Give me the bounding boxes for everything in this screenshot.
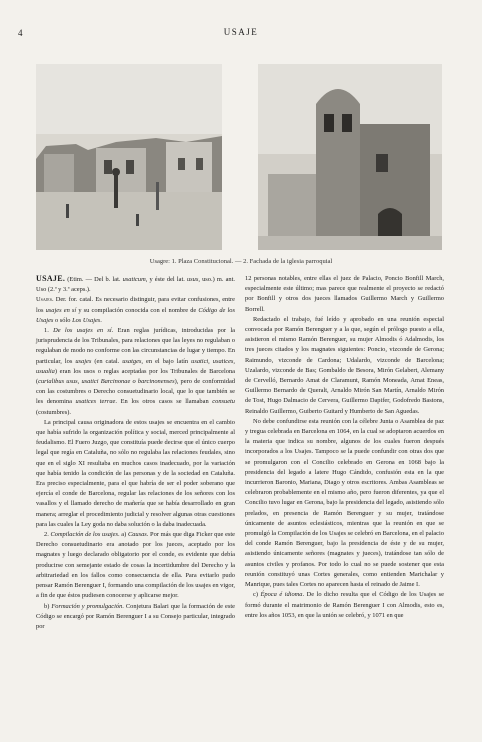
entry-usajes: [36, 295, 235, 326]
text: Código de los Usajes: [36, 306, 235, 324]
right-column: [245, 274, 444, 621]
text: (Etim. — Del b. lat.: [65, 276, 123, 283]
entry-usaje: [36, 274, 235, 295]
text: Der. for. catal. Es necesario distinguir, para evitar confusiones, entre los: [36, 296, 235, 314]
text: (costumbres).: [36, 408, 71, 416]
text: 2.: [44, 531, 51, 539]
text: o sólo: [53, 316, 73, 324]
page-number: 4: [18, 28, 23, 38]
section-usajes-en-si: [36, 326, 235, 418]
paragraph-asambleas: No debe confundirse esta reunión con la célebre Junta o Asamblea de paz y tregua celebrada en Barcelona en 1064, en la cual se adoptaron acuerdos en la materia que indica su nombre, algunos de los cuales fueron después incorporados a los Usajes. Tampoco se la puede confundir con otras dos que se promulgaron con el Concilio celebrado en Gerona en 1068 bajo la presidencia del legado a latere Hugo Cándido, confusión esta en la que incurrieron Baronio, Mariana, Diago y otros escritores. Ambas Asambleas se celebraron probablemente en el mismo año, pero fueron diferentes, ya que el Concilio tuvo lugar en Gerona, bajo la presidencia del legado, asistiendo sólo prelados, en presencia de Ramón Berenguer y su mujer, tratándose únicamente de asuntos eclesiásticos, mientras que la reunión en que se promulgó la Compilación de los Usajes se celebró en Barcelona, en el palacio del conde Ramón Berenguer, bajo la presidencia de éste y de su mujer, asistiendo únicamente señores (magnates y jueces), tratándose tan sólo de asuntos civiles y profanos. Por todo lo cual no se puede sostener que esta reunión constituyó unas Cortes generales, como entienden Marichalar y Manrique, pues tales Cortes no aparecen hasta el reinado de Jaime I.: [245, 417, 444, 589]
section-formacion: [36, 602, 235, 633]
paragraph-causa: La principal causa originadora de estos usajes se encuentra en el cambio que había sufrido la organización política y social, merced principalmente al feudalismo. El Fuero Juzgo, que constituía puede decirse que el único cuerpo legal que regía en Cataluña, no sólo no regulaba las relaciones feudales, sino que en el siglo XI resultaba en muchos casos inadecuado, por la variación que había tenido la condición de las personas y de la sociedad en Cataluña. Era preciso especialmente, para el que habría de ser el poder soberano que ejercía el conde de Barcelona, regular las relaciones de los señores con los vasallos y el llamado derecho de mañería que se había desarrollado en gran manera; arreglar el procedimiento judicial y resolver algunas otras cuestiones para las cuales la Ley goda no daba solución o la daba inadecuada.: [36, 418, 235, 528]
text: c): [253, 591, 261, 599]
text: usus: [186, 276, 199, 283]
section-compilacion: [36, 530, 235, 601]
text: . Por más que diga Ficker que este Derecho consuetudinario era anotado por los jueces, aceptado por los magnates y luego declarado obligatorio por el conde, es evidente que debía producirse con semejante estado de cosas la incertidumbre del Derecho y la arbitrariedad en los fallos como consecuencia de ella. Para evitarlo pudo pensar Ramón Berenguer I, formando una compilación de los usajes en vigor, a fin de que éstos pudiesen conocerse y aplicarse mejor.: [36, 531, 236, 600]
text: Compilación de los usajes: [50, 531, 119, 539]
text: , y éste del lat.: [145, 276, 187, 283]
text: , uso.) m. ant. Uso (2.ª y 3.ª aceps.).: [36, 276, 235, 294]
text: usajes en sí: [45, 306, 77, 314]
subheadword: Usajes.: [36, 296, 54, 304]
text: Formación y promulgación: [51, 602, 123, 610]
text: , en el bajo latín: [141, 357, 192, 365]
text: consuetu: [212, 398, 235, 406]
text: usatici, usatices, usualia: [36, 357, 235, 375]
text: . Eran reglas jurídicas, introducidas por la jurisprudencia de los Tribunales, para relaciones que las leyes no regulaban o regulaban de modo no conforme con las circunstancias de lugar y tiempo. En particular, los: [36, 327, 236, 365]
text: Los Usajes: [72, 316, 101, 324]
text: .: [100, 316, 102, 324]
paragraph-redaccion: Redactado el trabajo, fué leído y aprobado en una reunión especial convocada por Ramón Berenguer y a la que, según el prólogo puesto a ella, asistieron el mismo Ramón Berenguer, su mujer Almodis ó Adalmodis, los tres jueces citados y los magnates siguientes: Poncio, vizconde de Gerona; Raimundo, vizconde de Cardona; Udalardo, vizconde de Barcelona; Uzalardo, vizconde de Bas; Gombaldo de Besora, Mirón Gelabert, Alemany de Cervelló, Bernardo Amat de Claramunt, Ramón Moneada, Amat Eneas, Guillermo Bernardo de Queralt, Arnaldo Mirón San Martín, Arnaldo Mirón de Tost, Hugo Dalmacio de Cervera, Guillermo Dapifer, Godofredo Bastons, Reinaldo Guillermo, Guiberto Guitard y Humberto de San Aguedas.: [245, 315, 444, 415]
text: b): [44, 602, 52, 610]
text: De los usajes en sí: [53, 327, 112, 335]
text: . Conjetura Balari que la formación de este Código se encargó por Ramón Berenguer I a su Consejo particular, integrado por: [36, 602, 235, 630]
text: (en catal.: [91, 357, 123, 365]
text: usatges: [122, 357, 142, 365]
text: usaticum: [122, 276, 146, 283]
text: . En los otros casos se llamaban: [115, 398, 213, 406]
text: Causas: [127, 531, 147, 539]
paragraph-jueces: 12 personas notables, entre ellas el juez de Palacio, Poncio Bonfill March, especialmente este último; mas parece que realmente el proyecto se redactó por Bonfill y otros dos jueces llamados Guillermo March y Guillermo Borrell.: [245, 275, 444, 313]
text: . a): [118, 531, 128, 539]
text: 1.: [44, 327, 54, 335]
text: curialibus usus, usatici Barcinonae o barcinonenses: [38, 378, 175, 386]
running-head: USAJE: [223, 27, 259, 37]
left-column: [36, 274, 235, 632]
text: . De lo dicho resulta que el Código de los Usajes se formó durante el matrimonio de Ramón Berenguer I con Almodis, esto es, entre los años 1053, en que la unión se celebró, y 1071 en que: [245, 591, 444, 619]
text: Época é idioma: [260, 591, 303, 599]
church-facade-photo: [258, 64, 442, 250]
text: ) eran los usos o reglas aceptadas por los Tribunales de Barcelona (: [36, 367, 235, 386]
text: ), pero de conformidad con las costumbres o Derecho consuetudinario local, que lo que también se les denomina: [36, 378, 235, 406]
figure-caption: Usagre: 1. Plaza Constitucional. — 2. Fachada de la iglesia parroquial: [149, 258, 333, 265]
section-epoca: [245, 590, 444, 621]
text: usajes: [75, 357, 92, 365]
headword: USAJE.: [36, 274, 66, 283]
text: y su compilación conocida con el nombre de: [76, 306, 199, 314]
text: usatices terrae: [75, 398, 116, 406]
plaza-photo: [36, 64, 222, 250]
